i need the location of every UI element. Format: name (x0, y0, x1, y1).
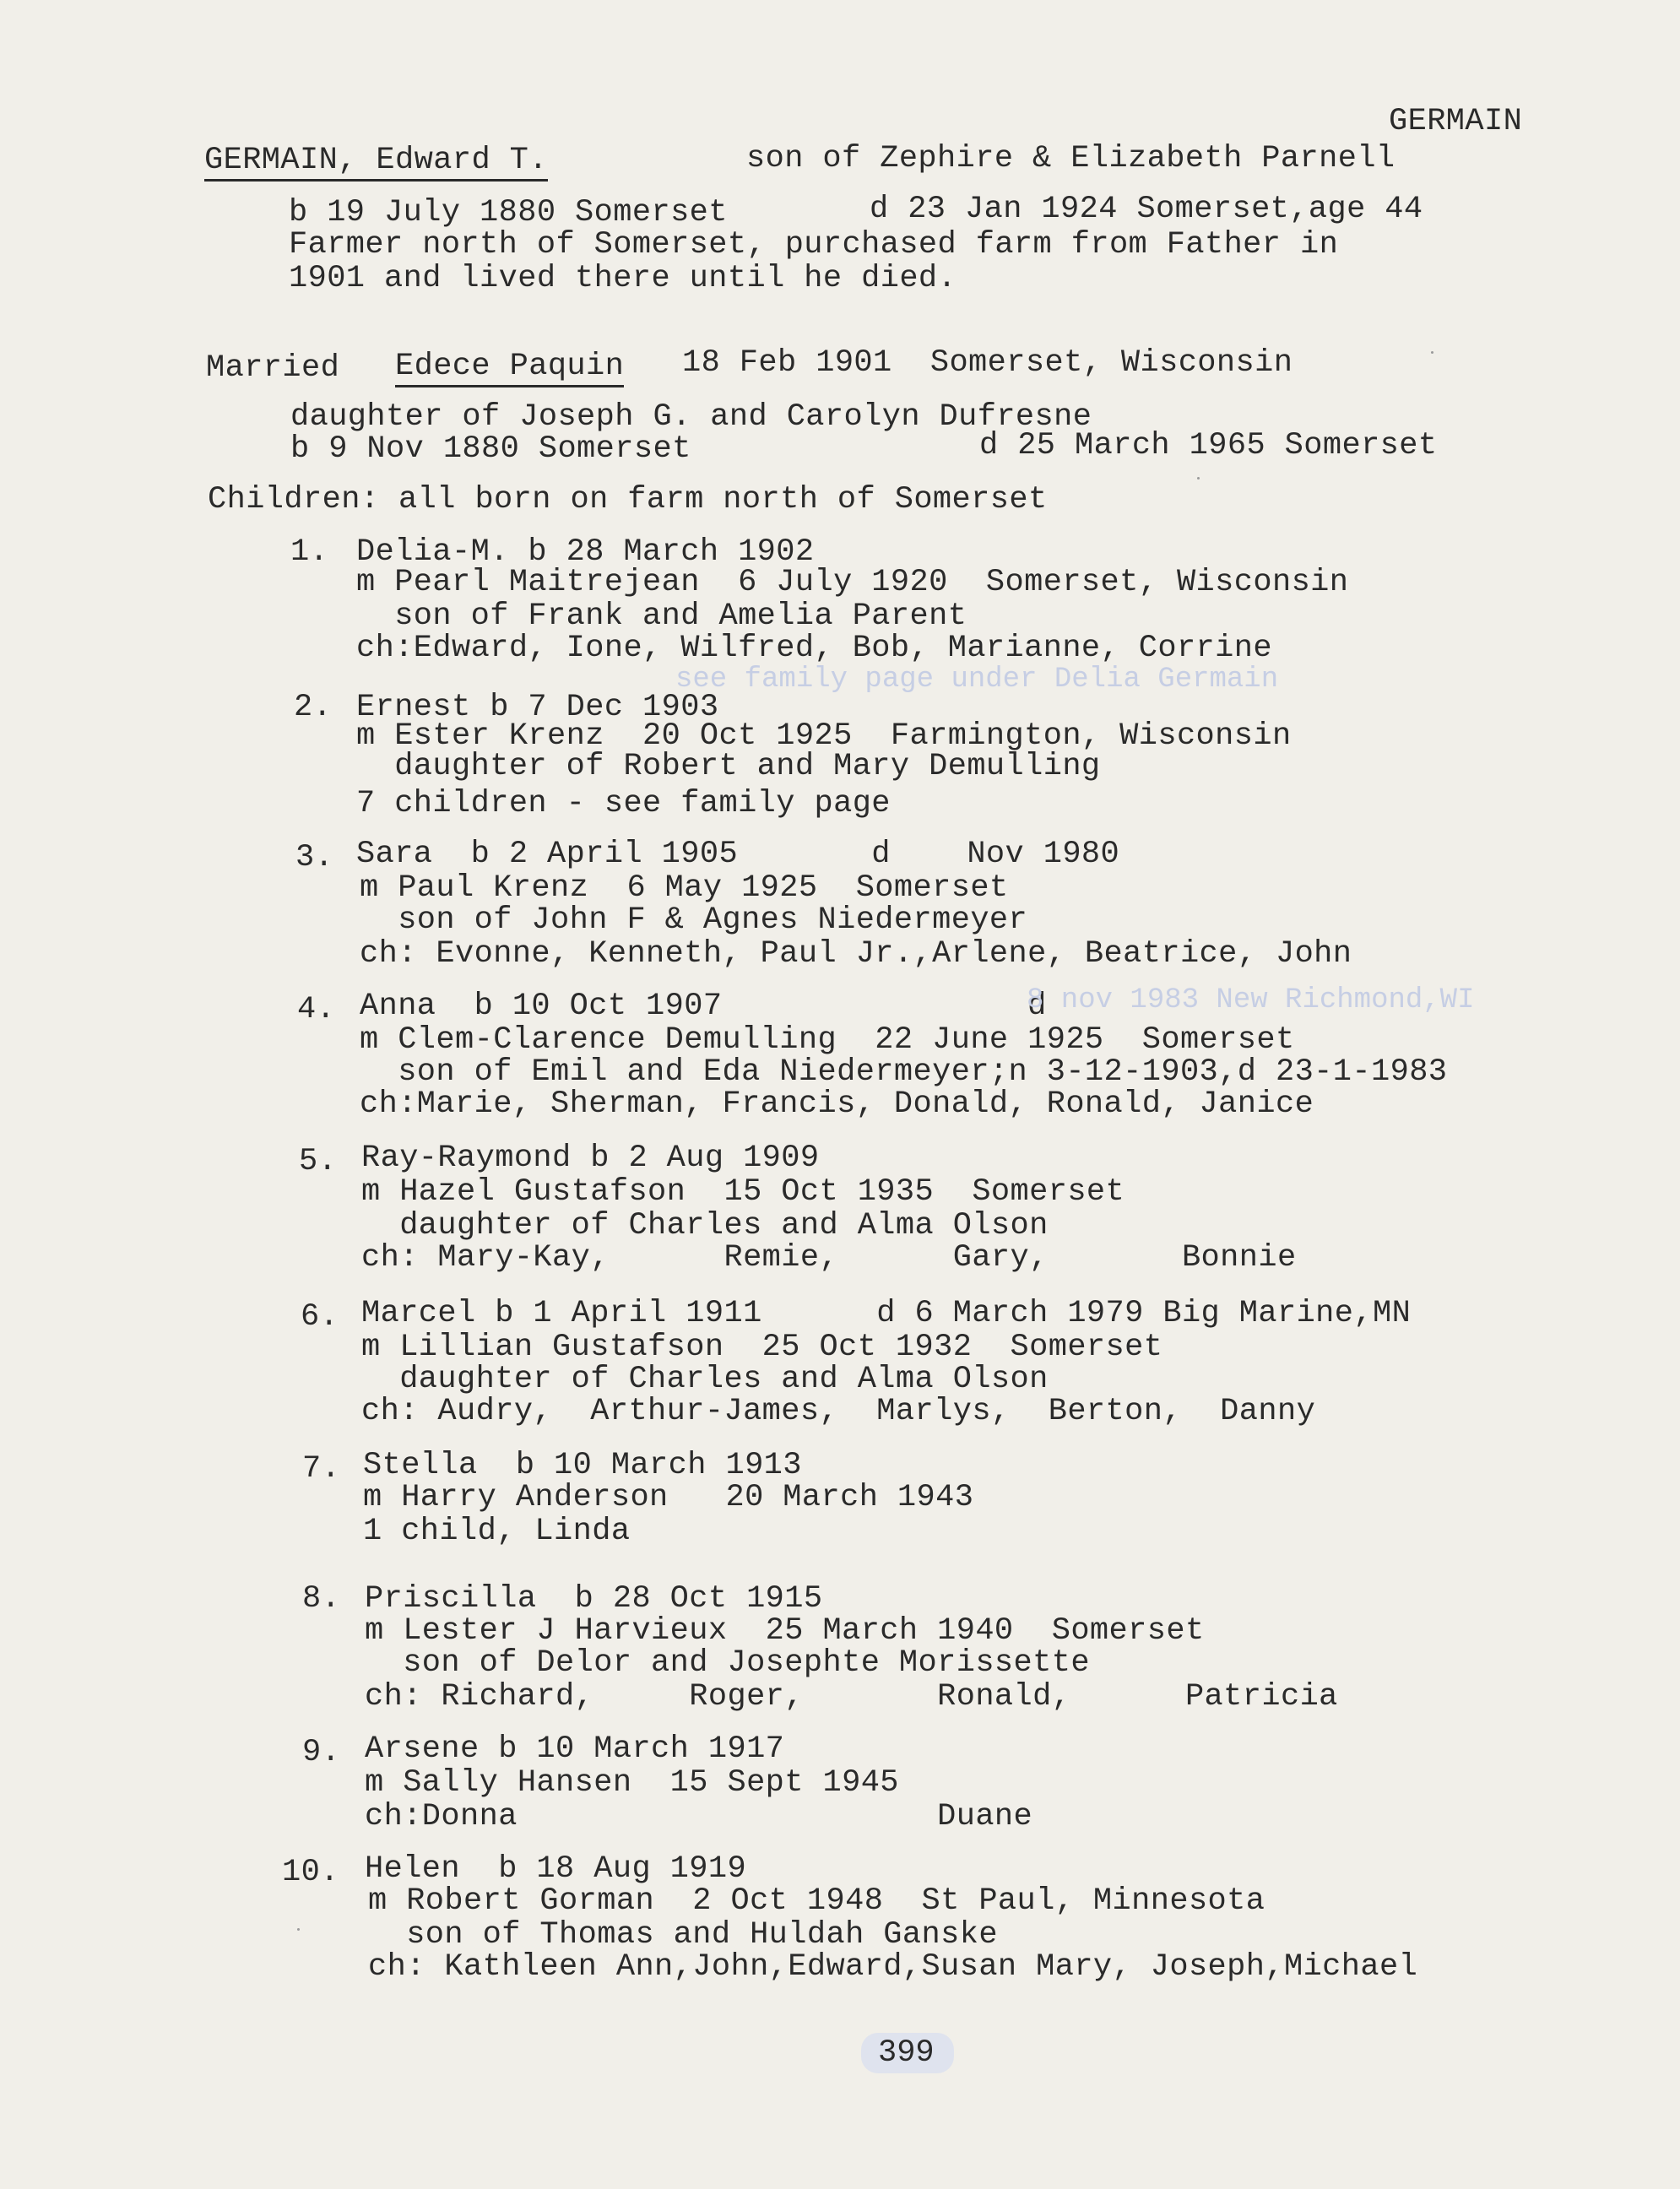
child-number: 3. (295, 840, 334, 875)
child-line: ch:Edward, Ione, Wilfred, Bob, Marianne, Corrine (356, 631, 1272, 666)
child-line: Ernest b 7 Dec 1903 (356, 690, 719, 725)
child-line: Anna b 10 Oct 1907 d (360, 989, 1047, 1024)
child-line: m Sally Hansen 15 Sept 1945 (365, 1765, 899, 1801)
children-header: Children: all born on farm north of Somerset (208, 482, 1048, 517)
child-line: Delia-M. b 28 March 1902 (356, 534, 815, 570)
marriage-details: 18 Feb 1901 Somerset, Wisconsin (682, 345, 1293, 381)
child-number: 6. (301, 1299, 339, 1335)
child-line: Sara b 2 April 1905 d Nov 1980 (356, 837, 1120, 872)
child-line: son of Frank and Amelia Parent (356, 599, 967, 634)
subject-note-1: Farmer north of Somerset, purchased farm from Father in (289, 227, 1339, 263)
stray-mark (1197, 477, 1200, 480)
child-line: m Lester J Harvieux 25 March 1940 Somerset (365, 1613, 1205, 1649)
child-line: m Harry Anderson 20 March 1943 (363, 1480, 974, 1515)
married-label: Married (206, 350, 340, 386)
spouse-parents: daughter of Joseph G. and Carolyn Dufresne (290, 399, 1092, 435)
subject-death: d 23 Jan 1924 Somerset,age 44 (870, 192, 1423, 227)
child-line: m Paul Krenz 6 May 1925 Somerset (360, 870, 1009, 906)
child-line: Arsene b 10 March 1917 (365, 1731, 785, 1767)
child-number: 5. (299, 1144, 338, 1179)
child-line: ch: Richard, Roger, Ronald, Patricia (365, 1679, 1338, 1715)
child-line: son of Thomas and Huldah Ganske (368, 1917, 998, 1953)
child-line: m Lillian Gustafson 25 Oct 1932 Somerset (361, 1330, 1163, 1365)
child-line: 1 child, Linda (363, 1514, 631, 1549)
child-line: Helen b 18 Aug 1919 (365, 1851, 747, 1887)
stray-mark (1431, 351, 1433, 354)
surname-header: GERMAIN (1389, 104, 1523, 139)
child-line: daughter of Robert and Mary Demulling (356, 749, 1101, 784)
child-line: m Ester Krenz 20 Oct 1925 Farmington, Wisconsin (356, 718, 1292, 754)
child-line: son of Emil and Eda Niedermeyer;n 3-12-1903,d 23-1-1983 (360, 1054, 1448, 1090)
child-line: ch:Donna Duane (365, 1799, 1033, 1834)
faint-annotation: 8 nov 1983 New Richmond,WI (1027, 984, 1475, 1016)
child-line: daughter of Charles and Alma Olson (361, 1362, 1049, 1397)
child-number: 4. (297, 992, 336, 1027)
page-number: 399 (878, 2035, 935, 2071)
child-number: 1. (290, 534, 329, 570)
child-number: 9. (302, 1735, 341, 1770)
child-line: Marcel b 1 April 1911 d 6 March 1979 Big Marine,MN (361, 1296, 1412, 1331)
subject-note-2: 1901 and lived there until he died. (289, 261, 957, 296)
child-number: 7. (302, 1451, 341, 1487)
spouse-name-text: Edece Paquin (395, 349, 624, 387)
subject-birth: b 19 July 1880 Somerset (289, 195, 728, 230)
child-line: 7 children - see family page (356, 786, 891, 821)
child-line: ch: Kathleen Ann,John,Edward,Susan Mary, Joseph,Michael (368, 1949, 1418, 1985)
child-number: 2. (294, 690, 333, 725)
subject-name-text: GERMAIN, Edward T. (204, 143, 548, 182)
subject-parents: son of Zephire & Elizabeth Parnell (746, 141, 1395, 176)
child-line: ch: Mary-Kay, Remie, Gary, Bonnie (361, 1240, 1297, 1276)
child-number: 8. (302, 1581, 341, 1617)
child-line: ch: Audry, Arthur-James, Marlys, Berton, Danny (361, 1394, 1316, 1429)
spouse-name (395, 349, 624, 383)
child-line: m Pearl Maitrejean 6 July 1920 Somerset, Wisconsin (356, 565, 1349, 600)
child-line: son of John F & Agnes Niedermeyer (360, 902, 1028, 938)
child-line: Stella b 10 March 1913 (363, 1448, 802, 1483)
child-line: ch:Marie, Sherman, Francis, Donald, Ronald, Janice (360, 1086, 1314, 1122)
child-line: m Robert Gorman 2 Oct 1948 St Paul, Minnesota (368, 1883, 1265, 1919)
stray-mark (297, 1928, 300, 1931)
child-line: son of Delor and Josephte Morissette (365, 1645, 1090, 1681)
child-number: 10. (282, 1855, 339, 1890)
child-line: ch: Evonne, Kenneth, Paul Jr.,Arlene, Beatrice, John (360, 936, 1352, 972)
subject-name (204, 144, 548, 177)
child-line: Ray-Raymond b 2 Aug 1909 (361, 1141, 820, 1176)
child-line: m Hazel Gustafson 15 Oct 1935 Somerset (361, 1174, 1125, 1210)
child-line: m Clem-Clarence Demulling 22 June 1925 Somerset (360, 1022, 1295, 1058)
spouse-birth: b 9 Nov 1880 Somerset (290, 431, 691, 467)
faint-annotation: see family page under Delia Germain (675, 664, 1279, 696)
child-line: Priscilla b 28 Oct 1915 (365, 1581, 823, 1617)
spouse-death: d 25 March 1965 Somerset (979, 428, 1438, 463)
child-line: daughter of Charles and Alma Olson (361, 1208, 1049, 1244)
